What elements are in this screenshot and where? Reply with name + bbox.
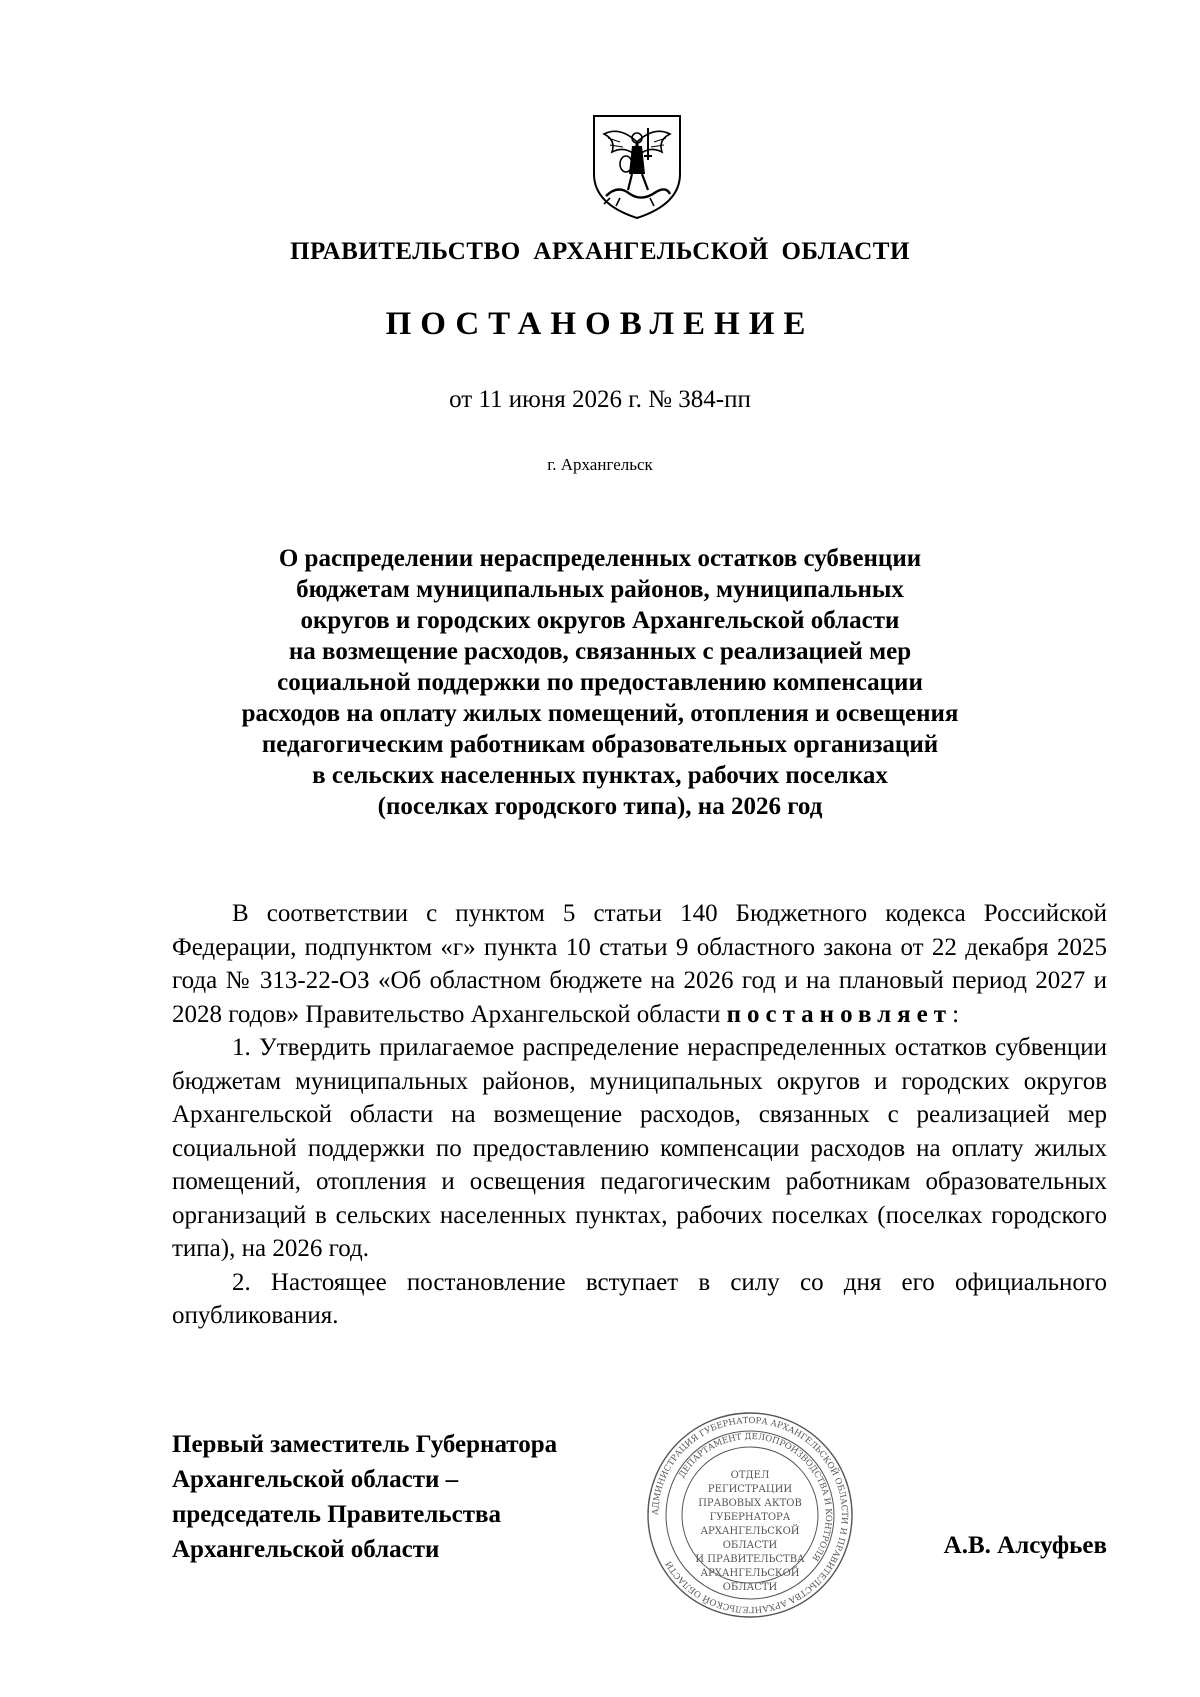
seal-center-line: РЕГИСТРАЦИИ: [707, 1484, 793, 1495]
title-line: на возмещение расходов, связанных с реализацией мер: [288, 638, 912, 665]
title-line: О распределении нераспределенных остатков субвенции: [278, 545, 922, 572]
seal-center-line: ОБЛАСТИ: [722, 1582, 778, 1593]
title-line: (поселках городского типа), на 2026 год: [377, 793, 823, 820]
signatory-position-line: Архангельской области: [172, 1536, 440, 1563]
signatory-name: А.В. Алсуфьев: [943, 1532, 1107, 1559]
title-line: расходов на оплату жилых помещений, отопления и освещения: [241, 700, 959, 727]
seal-center-line: ОБЛАСТИ: [722, 1540, 778, 1551]
official-round-seal-icon: [645, 1410, 855, 1620]
seal-center-line: АРХАНГЕЛЬСКОЙ: [700, 1526, 800, 1537]
title-line: педагогическим работникам образовательных организаций: [261, 731, 939, 758]
title-line: округов и городских округов Архангельской области: [300, 607, 900, 634]
title-line: в сельских населенных пунктах, рабочих поселках: [312, 762, 888, 789]
preamble-paragraph: [172, 897, 1107, 1031]
organization-name: ПРАВИТЕЛЬСТВО АРХАНГЕЛЬСКОЙ ОБЛАСТИ: [290, 238, 910, 265]
document-city: г. Архангельск: [547, 455, 653, 474]
archangel-coat-of-arms-icon: [590, 112, 684, 222]
title-line: бюджетам муниципальных районов, муниципальных: [296, 576, 904, 603]
document-type: ПОСТАНОВЛЕНИЕ: [385, 306, 815, 342]
document-title: [150, 543, 1050, 822]
seal-center-line: ОТДЕЛ: [730, 1470, 770, 1481]
signatory-position-line: председатель Правительства: [172, 1501, 502, 1528]
decree-word: постановляет: [726, 1000, 953, 1028]
decree-colon: :: [952, 1000, 960, 1028]
seal-center-line: И ПРАВИТЕЛЬСТВА: [695, 1554, 805, 1565]
item-1-paragraph: 1. Утвердить прилагаемое распределение нераспределенных остатков субвенции бюджетам муниципальных районов, муниципальных округов и городских округов Архангельской области на возмещение расходов, связанных с реализацией мер социальной поддержки по предоставлению компенсации расходов на оплату жилых помещений, отопления и освещения педагогическим работникам образовательных организаций в сельских населенных пунктах, рабочих поселках (поселках городского типа), на 2026 год.: [172, 1034, 1107, 1262]
signatory-position-line: Архангельской области –: [172, 1466, 459, 1493]
seal-outer-text: АДМИНИСТРАЦИЯ ГУБЕРНАТОРА АРХАНГЕЛЬСКОЙ ОБЛАСТИ И ПРАВИТЕЛЬСТВА АРХАНГЕЛЬСКОЙ ОБЛАСТИ: [650, 1415, 850, 1615]
signatory-position: [172, 1427, 557, 1567]
document-date-number: от 11 июня 2026 г. № 384-пп: [449, 386, 751, 413]
preamble-text: В соответствии с пунктом 5 статьи 140 Бюджетного кодекса Российской Федерации, подпунктом «г» пункта 10 статьи 9 областного закона от 22 декабря 2025 года № 313-22-ОЗ «Об областном бюджете на 2026 год и на плановый период 2027 и 2028 годов» Правительство Архангельской области: [172, 900, 1107, 1028]
seal-center-line: ГУБЕРНАТОРА: [709, 1512, 791, 1523]
seal-center-line: ПРАВОВЫХ АКТОВ: [698, 1498, 802, 1509]
seal-ring-text: ДЕПАРТАМЕНТ ДЕЛОПРОИЗВОДСТВА И КОНТРОЛЯ: [677, 1431, 834, 1563]
seal-center-line: АРХАНГЕЛЬСКОЙ: [700, 1568, 800, 1579]
signatory-position-line: Первый заместитель Губернатора: [172, 1431, 558, 1458]
item-2-paragraph: 2. Настоящее постановление вступает в силу со дня его официального опубликования.: [172, 1268, 1107, 1329]
title-line: социальной поддержки по предоставлению компенсации: [277, 669, 923, 696]
document-body: [172, 897, 1107, 1333]
